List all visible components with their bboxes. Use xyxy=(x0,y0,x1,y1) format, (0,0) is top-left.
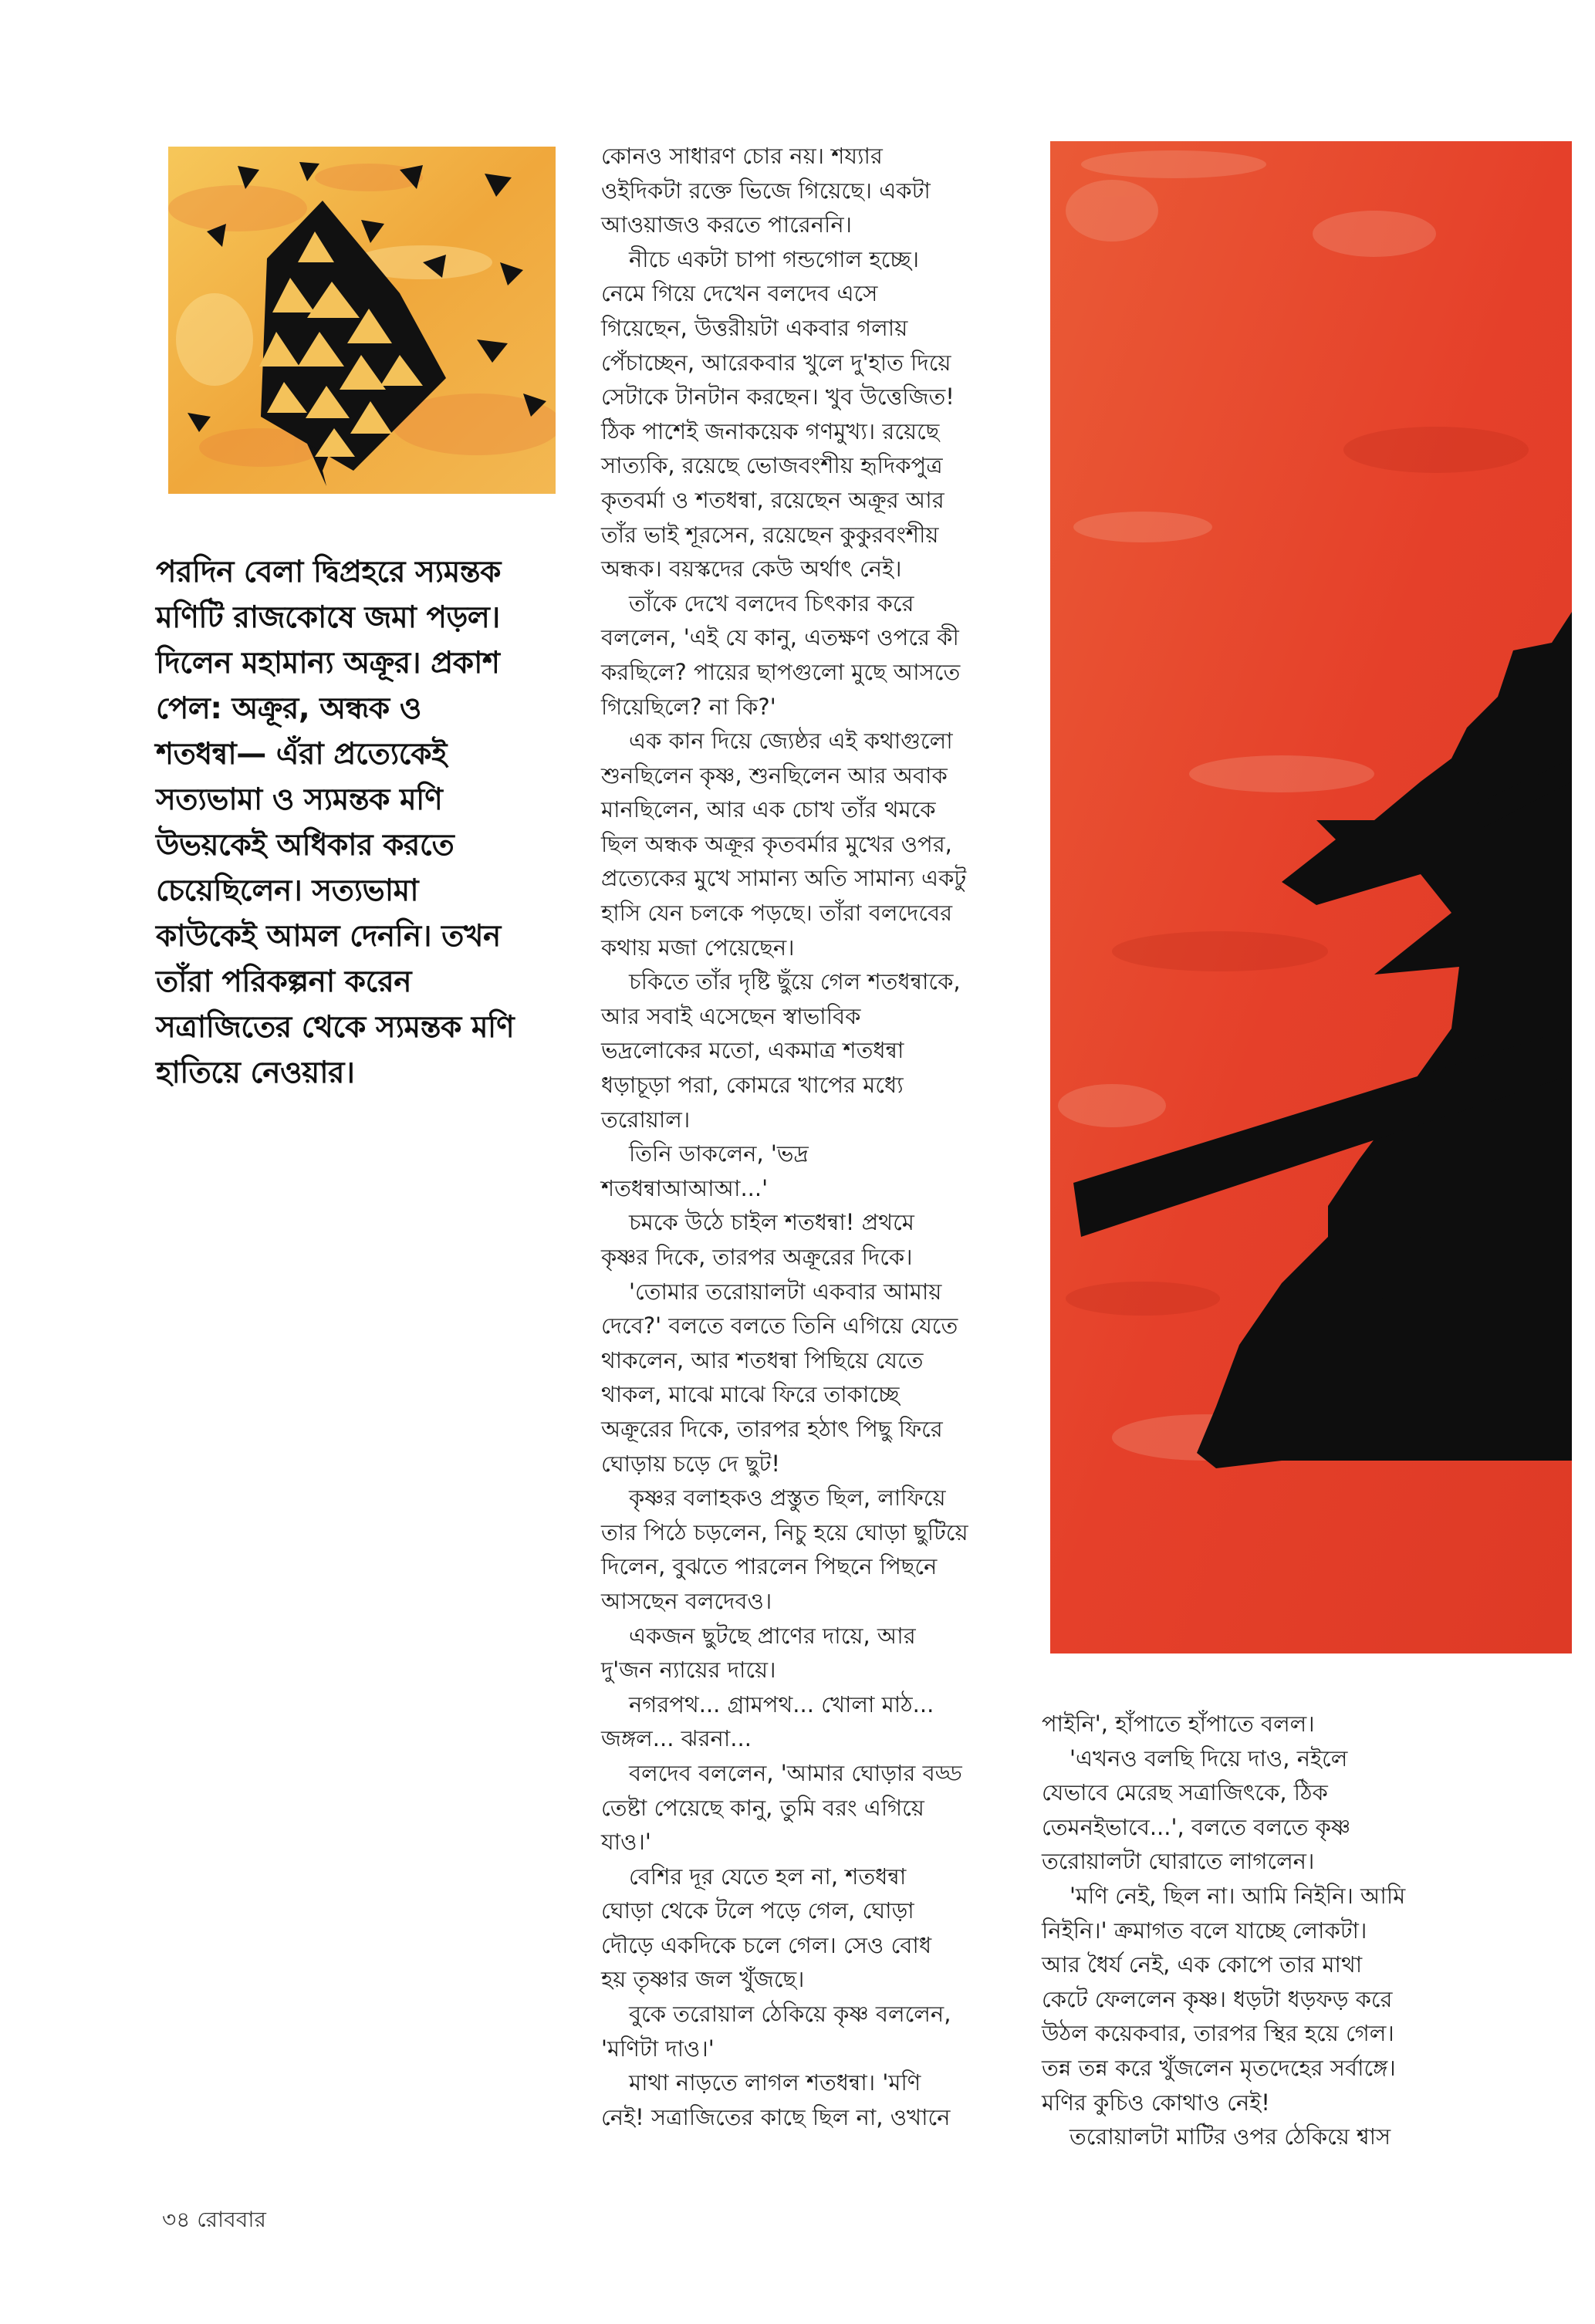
text-line: কোনও সাধারণ চোর নয়। শয্যার xyxy=(601,143,883,169)
text-line: যাও।' xyxy=(601,1829,651,1856)
text-line: আসছেন বলদেবও। xyxy=(601,1587,772,1614)
text-line: হাসি যেন চলকে পড়ছে। তাঁরা বলদেবের xyxy=(601,900,953,927)
text-line: উঠল কয়েকবার, তারপর স্থির হয়ে গেল। xyxy=(1042,2020,1394,2047)
text-line: তরোয়ালটা ঘোরাতে লাগলেন। xyxy=(1042,1848,1315,1875)
text-line: মণির কুচিও কোথাও নেই! xyxy=(1042,2089,1270,2116)
text-line: কেটে ফেললেন কৃষ্ণ। ধড়টা ধড়ফড় করে xyxy=(1042,1985,1393,2012)
text-line: নেমে গিয়ে দেখেন বলদেব এসে xyxy=(601,280,878,307)
pull-quote-line: চেয়েছিলেন। সত্যভামা xyxy=(156,873,419,908)
text-line: তিনি ডাকলেন, 'ভদ্র xyxy=(629,1140,809,1167)
text-line: আর ধৈর্য নেই, এক কোপে তার মাথা xyxy=(1042,1951,1363,1978)
body-column-right xyxy=(1042,1707,1443,2154)
text-line: সাত্যকি, রয়েছে ভোজবংশীয় হৃদিকপুত্র xyxy=(601,452,943,479)
text-line: 'মণি নেই, ছিল না। আমি নিইনি। আমি xyxy=(1070,1882,1406,1909)
text-line: গিয়েছেন, উত্তরীয়টা একবার গলায় xyxy=(601,314,908,341)
text-line: থাকল, মাঝে মাঝে ফিরে তাকাচ্ছে xyxy=(601,1381,900,1408)
text-line: 'এখনও বলছি দিয়ে দাও, নইলে xyxy=(1070,1745,1348,1772)
text-line: কৃষ্ণর দিকে, তারপর অক্রূরের দিকে। xyxy=(601,1244,913,1270)
triangle-illustration xyxy=(168,147,556,494)
text-line: মানছিলেন, আর এক চোখ তাঁর থমকে xyxy=(601,796,936,823)
text-line: ছিল অন্ধক অক্রূর কৃতবর্মার মুখের ওপর, xyxy=(601,830,952,857)
pull-quote-line: হাতিয়ে নেওয়ার। xyxy=(156,1056,355,1090)
text-line: তেষ্টা পেয়েছে কানু, তুমি বরং এগিয়ে xyxy=(601,1794,924,1821)
text-line: তেমনইভাবে...', বলতে বলতে কৃষ্ণ xyxy=(1042,1813,1351,1840)
pull-quote-line: উভয়কেই অধিকার করতে xyxy=(156,828,455,863)
text-line: কথায় মজা পেয়েছেন। xyxy=(601,934,795,961)
pull-quote-line: সত্যভামা ও স্যমন্তক মণি xyxy=(156,782,443,817)
text-line: বুকে তরোয়াল ঠেকিয়ে কৃষ্ণ বললেন, xyxy=(629,2001,951,2028)
text-line: শতধন্বাআআআ...' xyxy=(601,1174,769,1201)
text-line: জঙ্গল... ঝরনা... xyxy=(601,1725,752,1752)
text-line: তাঁকে দেখে বলদেব চিৎকার করে xyxy=(629,589,914,616)
text-line: তরোয়াল। xyxy=(601,1106,691,1133)
text-line: ধড়াচূড়া পরা, কোমরে খাপের মধ্যে xyxy=(601,1072,904,1099)
text-line: ঠিক পাশেই জনাকয়েক গণমুখ্য। রয়েছে xyxy=(601,417,940,444)
text-line: গিয়েছিলে? না কি?' xyxy=(601,693,776,720)
text-line: 'তোমার তরোয়ালটা একবার আমায় xyxy=(629,1278,942,1305)
text-line: করছিলে? পায়ের ছাপগুলো মুছে আসতে xyxy=(601,658,961,685)
pull-quote-line: তাঁরা পরিকল্পনা করেন xyxy=(156,964,411,999)
pull-quote-line: সত্রাজিতের থেকে স্যমন্তক মণি xyxy=(156,1010,515,1045)
pull-quote-line: পরদিন বেলা দ্বিপ্রহরে স্যমন্তক xyxy=(156,555,501,589)
warrior-silhouette-illustration xyxy=(1050,141,1572,1653)
text-line: তরোয়ালটা মাটির ওপর ঠেকিয়ে শ্বাস xyxy=(1070,2123,1391,2150)
text-line: অন্ধক। বয়স্কদের কেউ অর্থাৎ নেই। xyxy=(601,556,902,583)
body-column-middle xyxy=(601,139,1002,2134)
text-line: ঘোড়ায় চড়ে দে ছুট! xyxy=(601,1450,780,1477)
text-line: দু'জন ন্যায়ের দায়ে। xyxy=(601,1657,776,1684)
pull-quote-line: মণিটি রাজকোষে জমা পড়ল। xyxy=(156,600,500,635)
text-line: শুনছিলেন কৃষ্ণ, শুনছিলেন আর অবাক xyxy=(601,762,948,789)
text-line: দৌড়ে একদিকে চলে গেল। সেও বোধ xyxy=(601,1931,932,1958)
text-line: চমকে উঠে চাইল শতধন্বা! প্রথমে xyxy=(629,1209,914,1236)
text-line: ভদ্রলোকের মতো, একমাত্র শতধন্বা xyxy=(601,1037,904,1064)
text-line: নগরপথ... গ্রামপথ... খোলা মাঠ... xyxy=(629,1691,934,1718)
text-line: তাঁর ভাই শূরসেন, রয়েছেন কুকুরবংশীয় xyxy=(601,521,939,548)
text-line: এক কান দিয়ে জ্যেষ্ঠর এই কথাগুলো xyxy=(629,728,953,755)
pull-quote-line: পেল: অক্রূর, অন্ধক ও xyxy=(156,691,421,726)
text-line: আওয়াজও করতে পারেননি। xyxy=(601,211,853,238)
text-line: নেই! সত্রাজিতের কাছে ছিল না, ওখানে xyxy=(601,2103,951,2130)
text-line: আর সবাই এসেছেন স্বাভাবিক xyxy=(601,1002,861,1029)
text-line: তার পিঠে চড়লেন, নিচু হয়ে ঘোড়া ছুটিয়ে xyxy=(601,1518,968,1545)
page-folio: ৩৪ রোববার xyxy=(162,2207,266,2232)
pull-quote-line: শতধন্বা— এঁরা প্রত্যেকেই xyxy=(156,737,447,772)
text-line: নীচে একটা চাপা গন্ডগোল হচ্ছে। xyxy=(629,245,920,272)
text-line: বলদেব বললেন, 'আমার ঘোড়ার বড্ড xyxy=(629,1759,962,1786)
text-line: পাইনি', হাঁপাতে হাঁপাতে বলল। xyxy=(1042,1711,1315,1737)
text-line: পেঁচাচ্ছেন, আরেকবার খুলে দু'হাত দিয়ে xyxy=(601,349,951,376)
text-line: চকিতে তাঁর দৃষ্টি ছুঁয়ে গেল শতধন্বাকে, xyxy=(629,968,961,995)
text-line: বেশির দূর যেতে হল না, শতধন্বা xyxy=(629,1863,907,1890)
text-line: থাকলেন, আর শতধন্বা পিছিয়ে যেতে xyxy=(601,1346,924,1373)
pull-quote-line: দিলেন মহামান্য অক্রূর। প্রকাশ xyxy=(156,646,500,681)
text-line: 'মণিটা দাও।' xyxy=(601,2035,715,2062)
text-line: দিলেন, বুঝতে পারলেন পিছনে পিছনে xyxy=(601,1553,938,1580)
pull-quote xyxy=(156,549,573,1096)
text-line: ঘোড়া থেকে টলে পড়ে গেল, ঘোড়া xyxy=(601,1897,914,1924)
text-line: হয় তৃষ্ণার জল খুঁজছে। xyxy=(601,1966,805,1993)
text-line: অক্রূরের দিকে, তারপর হঠাৎ পিছু ফিরে xyxy=(601,1415,943,1442)
text-line: মাথা নাড়তে লাগল শতধন্বা। 'মণি xyxy=(629,2069,921,2096)
text-line: দেবে?' বলতে বলতে তিনি এগিয়ে যেতে xyxy=(601,1312,958,1339)
text-line: কৃষ্ণর বলাহকও প্রস্তুত ছিল, লাফিয়ে xyxy=(629,1485,946,1512)
text-line: কৃতবর্মা ও শতধন্বা, রয়েছেন অক্রূর আর xyxy=(601,486,944,513)
text-line: সেটাকে টানটান করছেন। খুব উত্তেজিত! xyxy=(601,383,955,410)
text-line: প্রত্যেকের মুখে সামান্য অতি সামান্য একটু xyxy=(601,865,967,892)
text-line: বললেন, 'এই যে কানু, এতক্ষণ ওপরে কী xyxy=(601,624,959,651)
pull-quote-line: কাউকেই আমল দেননি। তখন xyxy=(156,919,501,954)
text-line: তন্ন তন্ন করে খুঁজলেন মৃতদেহের সর্বাঙ্গে। xyxy=(1042,2054,1396,2081)
text-line: একজন ছুটছে প্রাণের দায়ে, আর xyxy=(629,1622,916,1649)
text-line: ওইদিকটা রক্তে ভিজে গিয়েছে। একটা xyxy=(601,177,931,204)
text-line: যেভাবে মেরেছ সত্রাজিৎকে, ঠিক xyxy=(1042,1779,1328,1806)
text-line: নিইনি।' ক্রমাগত বলে যাচ্ছে লোকটা। xyxy=(1042,1917,1367,1944)
